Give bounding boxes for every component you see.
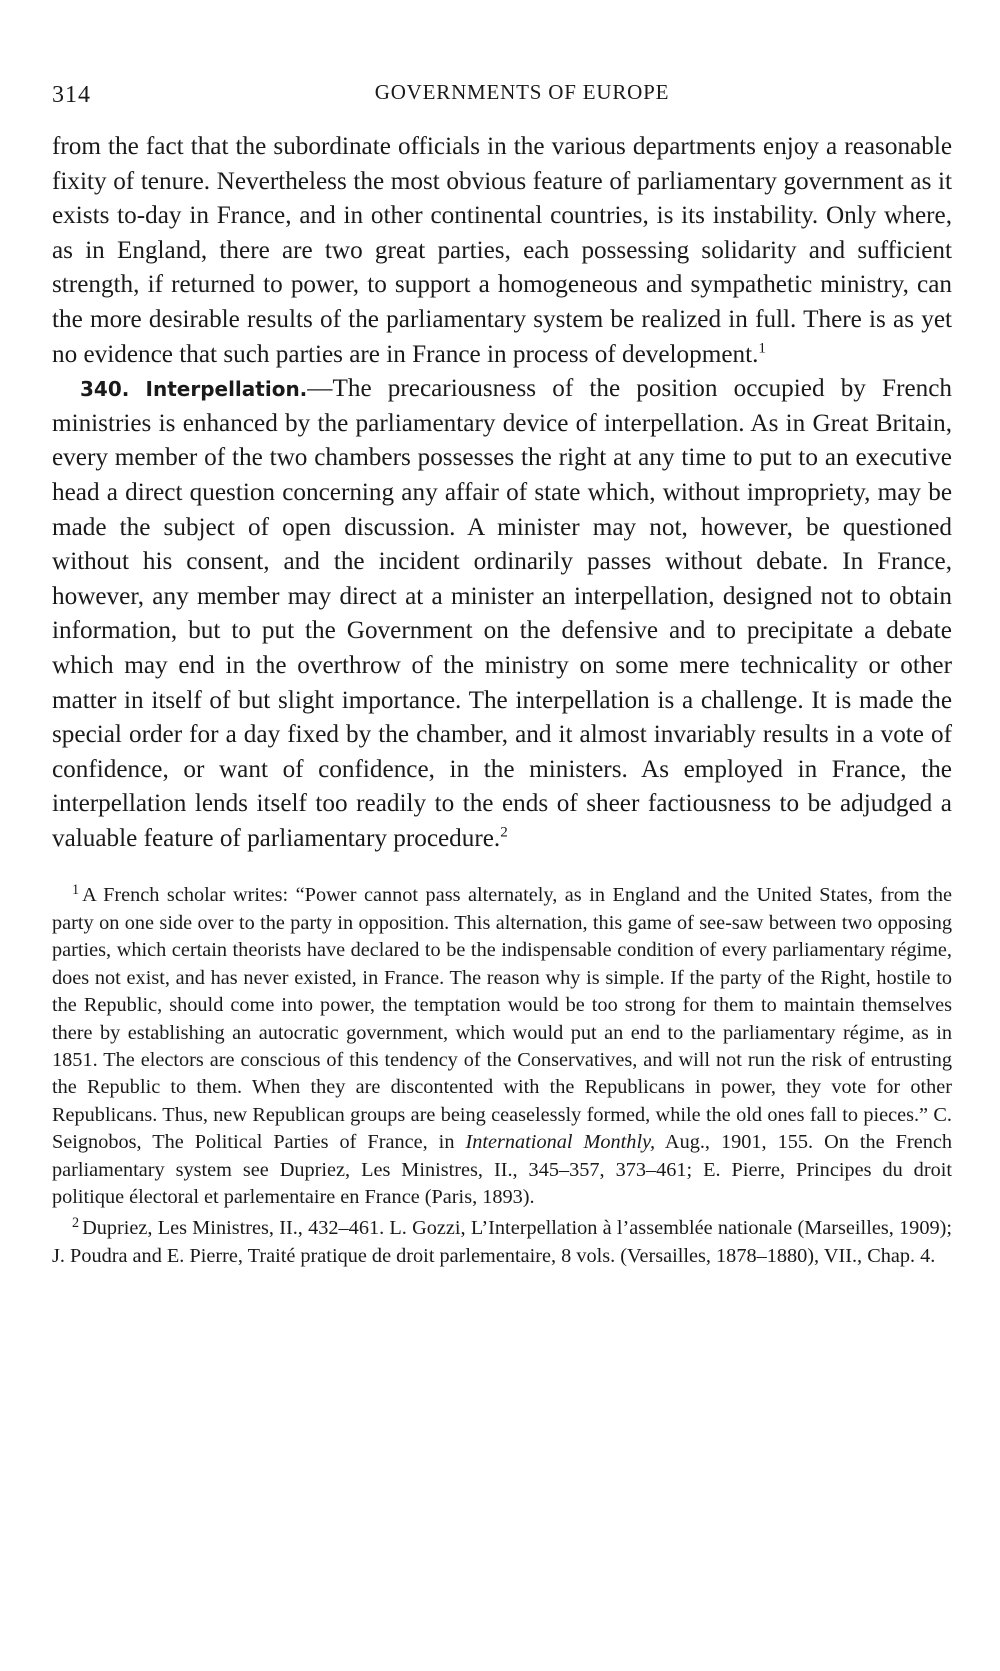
footnote-marker: 1 (72, 881, 80, 898)
section-number: 340. (80, 377, 130, 402)
footnote-marker: 2 (72, 1214, 80, 1231)
footnote (52, 1215, 952, 1270)
footnote-reference: 2 (500, 824, 508, 841)
footnote (52, 882, 952, 1211)
book-title: GOVERNMENTS OF EUROPE (374, 80, 670, 104)
paragraph (52, 372, 952, 856)
book-page (52, 70, 952, 1274)
footnote-reference: 1 (758, 340, 766, 357)
footnote-text: A French scholar writes: “Power cannot pass alternately, as in England and the United States, from the party on one side over to the party in opposition. This alternation, this game of see-saw between two opposing parties, which certain theorists have declared to be the indispensable condition of every parliamentary régime, does not exist, and has never existed, in France. The reason why is simple. If the party of the Right, hostile to the Republic, should come into power, the temptation would be too strong for them to maintain themselves there by establishing an autocratic government, which would put an end to the parliamentary régime, as in 1851. The electors are conscious of this tendency of the Conservatives, and will not run the risk of entrusting the Republic to them. When they are discontented with the Republicans in power, they vote for other Republicans. Thus, new Republican groups are being ceaselessly formed, while the old ones fall to pieces.” C. Seignobos, The Political Parties of France, in (52, 884, 952, 1154)
paragraph-text: from the fact that the subordinate officials in the various departments enjoy a reasonable fixity of tenure. Nevertheless the most obvious feature of parliamentary government as it exists to-day in France, and in other continental countries, is its instability. Only where, as in England, there are two great parties, each possessing solidarity and sufficient strength, if returned to power, to support a homogeneous and sympathetic ministry, can the more desirable results of the parliamentary system be realized in full. There is as yet no evidence that such parties are in France in process of development. (52, 133, 952, 368)
paragraph-text: —The precariousness of the position occupied by French ministries is enhanced by the parliamentary device of interpellation. As in Great Britain, every member of the two chambers possesses the right at any time to put to an executive head a direct question concerning any affair of state which, without impropriety, may be made the subject of open discussion. A minister may not, however, be questioned without his consent, and the incident ordinarily passes without debate. In France, however, any member may direct at a minister an interpellation, designed not to obtain information, but to put the Government on the defensive and to precipitate a debate which may end in the overthrow of the ministry on some mere technicality or other matter in itself of but slight importance. The interpellation is a challenge. It is made the special order for a day fixed by the chamber, and it almost invariably results in a vote of confidence, or want of confidence, in the ministers. As employed in France, the interpellation lends itself too readily to the ends of sheer factiousness to be adjudged a valuable feature of parliamentary procedure. (52, 375, 952, 852)
page-number: 314 (52, 82, 91, 108)
footnote-text: Dupriez, Les Ministres, II., 432–461. L. Gozzi, L’Interpellation à l’assemblée nationale (Marseilles, 1909); J. Poudra and E. Pierre, Traité pratique de droit parlementaire, 8 vols. (Versailles, 1878–1880), VII., Chap. 4. (52, 1217, 952, 1267)
section-title: Interpellation. (145, 377, 308, 402)
footnote-text: Aug., 1901, 155. On the French parliamentary system see Dupriez, Les Ministres, II., 345–357, 373–461; E. Pierre, Principes du droit politique électoral et parlementaire en France (Paris, 1893). (52, 1131, 952, 1208)
body-text (52, 130, 952, 856)
paragraph (52, 130, 952, 372)
journal-title: International Monthly, (465, 1131, 656, 1154)
running-head (52, 70, 952, 110)
footnotes (52, 882, 952, 1270)
